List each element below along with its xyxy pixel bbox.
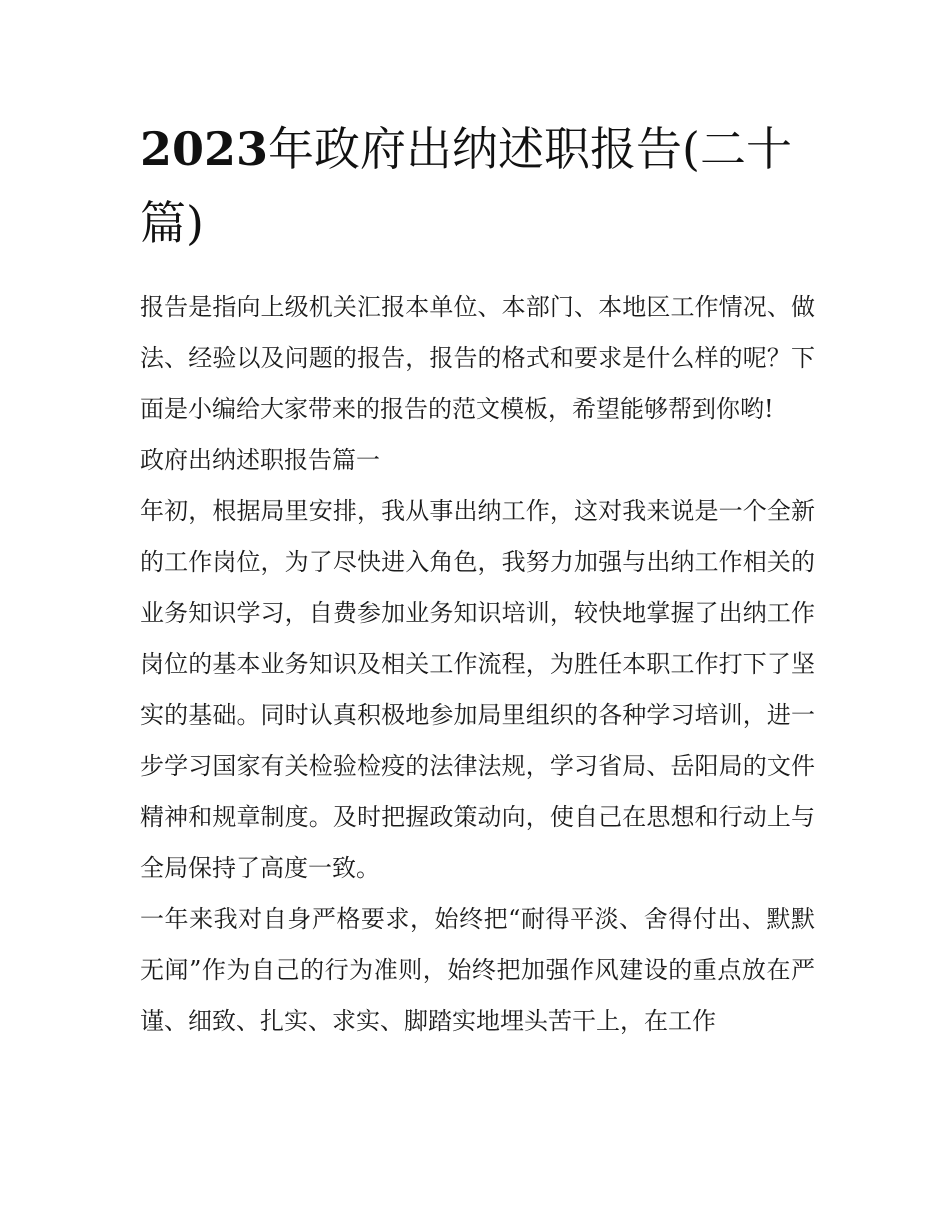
title-year: 2023 (140, 122, 269, 176)
document-body (140, 112, 815, 1047)
body-paragraph-1: 年初，根据局里安排，我从事出纳工作，这对我来说是一个全新的工作岗位，为了尽快进入角色，我努力加强与出纳工作相关的业务知识学习，自费参加业务知识培训，较快地掌握了出纳工作岗位的基本业务知识及相关工作流程，为胜任本职工作打下了坚实的基础。同时认真积极地参加局里组织的各种学习培训，进一步学习国家有关检验检疫的法律法规，学习省局、岳阳局的文件精神和规章制度。及时把握政策动向，使自己在思想和行动上与全局保持了高度一致。 (140, 497, 815, 882)
title-text: 年政府出纳述职报告(二十篇) (140, 122, 792, 250)
intro-paragraph: 报告是指向上级机关汇报本单位、本部门、本地区工作情况、做法、经验以及问题的报告，报告的格式和要求是什么样的呢？下面是小编给大家带来的报告的范文模板，希望能够帮到你哟! (140, 293, 815, 423)
body-paragraph-2: 一年来我对自身严格要求，始终把“耐得平淡、舍得付出、默默无闻”作为自己的行为准则，始终把加强作风建设的重点放在严谨、细致、扎实、求实、脚踏实地埋头苦干上，在工作 (140, 905, 815, 1035)
section-heading: 政府出纳述职报告篇一 (140, 446, 380, 474)
document-title (140, 112, 815, 260)
title-spacer (140, 260, 815, 282)
